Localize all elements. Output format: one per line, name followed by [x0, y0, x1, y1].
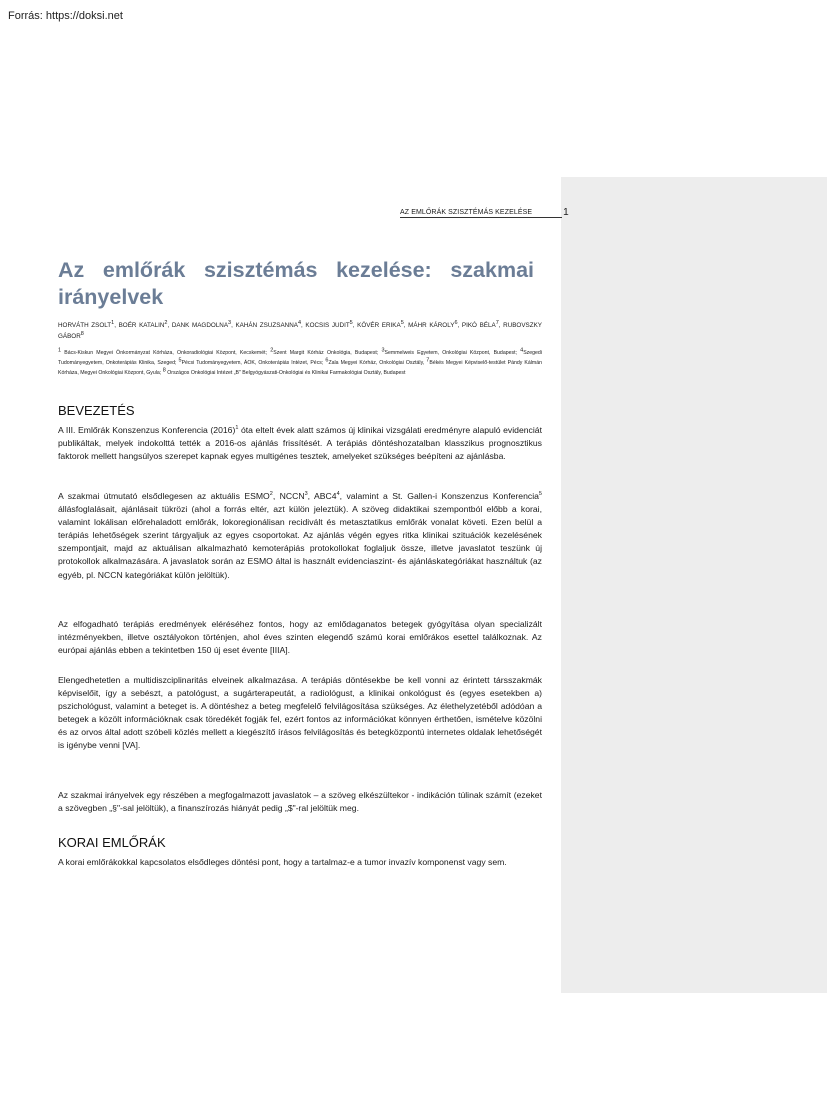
author: PIKÓ BÉLA$^7$, [461, 319, 504, 329]
affiliation: $^1$ Bács-Kiskun Megyei Önkormányzat Kórháza, Onkoradiológiai Központ, Kecskemét; [58, 347, 268, 356]
paragraph-intro-5: Az szakmai irányelvek egy részében a megfogalmazott javaslatok – a szöveg elkészültekor - indikáción túlinak számít (ezeket a szövegben „§"-sal jelöltük), a finanszírozás hiányát pedig „$"-ral jelöltük meg. [58, 790, 542, 814]
paragraph-intro-1: A III. Emlőrák Konszenzus Konferencia $(2016)^1$ óta eltelt évek alatt számos új klinikai vizsgálati eredményre alapuló evidenciát publikáltak, melyek indokolttá tették a 2016-os ajánlás frissítését. A terápiás döntéshozatalban klasszikus prognosztikus faktorok mellett hangsúlyos szerepet kapnak egyes multigénes tesztek, amelyeket szükséges beépíteni az ajánlásba. [58, 425, 542, 462]
author: MÁHR KÁROLY$^6$, [408, 319, 462, 329]
author: BOÉR KATALIN$^2$, [118, 319, 172, 329]
author: KOCSIS JUDIT$^5$, [305, 319, 358, 329]
page-number: 1 [563, 207, 569, 218]
comment-pane [561, 177, 827, 993]
author-list [58, 321, 542, 342]
section-heading-korai-emlorak: KORAI EMLŐRÁK [58, 835, 166, 850]
paragraph-early-1: A korai emlőrákokkal kapcsolatos elsődleges döntési pont, hogy a tartalmaz-e a tumor invazív komponenst vagy sem. [58, 857, 507, 867]
affiliation-list [58, 349, 542, 378]
running-head [400, 200, 569, 218]
paragraph-intro-3: Az elfogadható terápiás eredmények eléréséhez fontos, hogy az emlődaganatos betegek gyógyítása olyan specializált intézményekben, illetve osztályokon történjen, ahol éves szinten elegendő számú korai emlőrákos esettel találkoznak. Az európai ajánlás ebben a tekintetben 150 új eset évente [IIIA]. [58, 619, 542, 656]
running-head-title: AZ EMLŐRÁK SZISZTÉMÁS KEZELÉSE [400, 209, 562, 218]
author: DANK MAGDOLNA$^3$, [171, 319, 236, 329]
affiliation: $^2$Szent Margit Kórház Onkológia, Budapest; [270, 347, 379, 356]
author: KAHÁN ZSUZSANNA$^4$, [235, 319, 306, 329]
affiliation: $^6$Zala Megyei Kórház, Onkológiai Osztály, [325, 357, 425, 366]
author: HORVÁTH ZSOLT$^1$, [58, 319, 119, 329]
author: KÖVÉR ERIKA$^5$, [357, 319, 409, 329]
affiliation: $^5$Pécsi Tudományegyetem, ÁOK, Onkoterápiás Intézet, Pécs; [178, 357, 324, 366]
section-heading-bevezetes: BEVEZETÉS [58, 403, 135, 418]
author: RUBOVSZKY GÁBOR$^8$ [58, 322, 542, 340]
affiliation: $^7$Békés Megyei Képviselő-testület Pándy Kálmán Kórháza, Megyei Onkológiai Központ, Gyula; [58, 357, 542, 376]
source-label: Forrás: https://doksi.net [8, 10, 123, 22]
document-title: Az emlőrák szisztémás kezelése: szakmai irányelvek [58, 258, 534, 309]
paragraph-intro-4: Elengedhetetlen a multidiszciplinaritás elveinek alkalmazása. A terápiás döntésekbe be kell vonni az érintett társszakmák képviselőit, így a sebészt, a patológust, a sugárterapeutát, a radiológust, a klinikai onkológust és (egyes esetekben a) pszichológust, valamint a beteget is. A döntéshez a beteg megfelelő felvilágosítása szükséges. Az élethelyzetéből adódóan a betegek a közölt információknak csak töredékét fogják fel, ezért fontos az információkat könnyen érthetően, ismételve közölni és az orvos által adott szóbeli közlés mellett a kiegészítő írásos felvilágosítás és betegközpontú internetes oldalak lehetőségét is igénybe venni [VA]. [58, 675, 542, 751]
affiliation: $^3$Semmelweis Egyetem, Onkológiai Központ, Budapest; [381, 347, 517, 356]
affiliation: $^4$Szegedi Tudományegyetem, Onkoterápiás Klinika, Szeged; [58, 347, 542, 366]
paragraph-intro-2: A szakmai útmutató elsődlegesen az aktuális ESMO$^2$, NCCN$^3$, $ABC4^4$, valamint a St. Gallen-i Konszenzus Konferencia$^5$ állásfoglalásait, ajánlásait tükrözi (ahol a forrás eltér, azt külön jeleztük). A szöveg didaktikai szempontból előbb a korai, valamint lokálisan előrehaladott emlőrák, lokoregionálisan recidivált és metasztatikus emlőrák vonalat követi. Ezen belül a terápiás lehetőségek szerint tárgyaljuk az egyes csoportokat. Az ajánlás végén egyes ritka klinikai szituációk kezelésének szempontjait, majd az aktuálisan alkalmazható kemoterápiás protokollokat foglaljuk össze, illetve javaslatot teszünk új protokollok alkalmazására. A javaslatok során az ESMO által is használt evidenciaszint- és ajánláskategóriákat használtuk (az egyéb, pl. NCCN kategóriákat külön jelöltük). [58, 491, 542, 580]
affiliation: $^8$ Országos Onkológiai Intézet „B" Belgyógyászati-Onkológiai és Klinikai Farmakológiai Osztály, Budapest [162, 366, 406, 376]
